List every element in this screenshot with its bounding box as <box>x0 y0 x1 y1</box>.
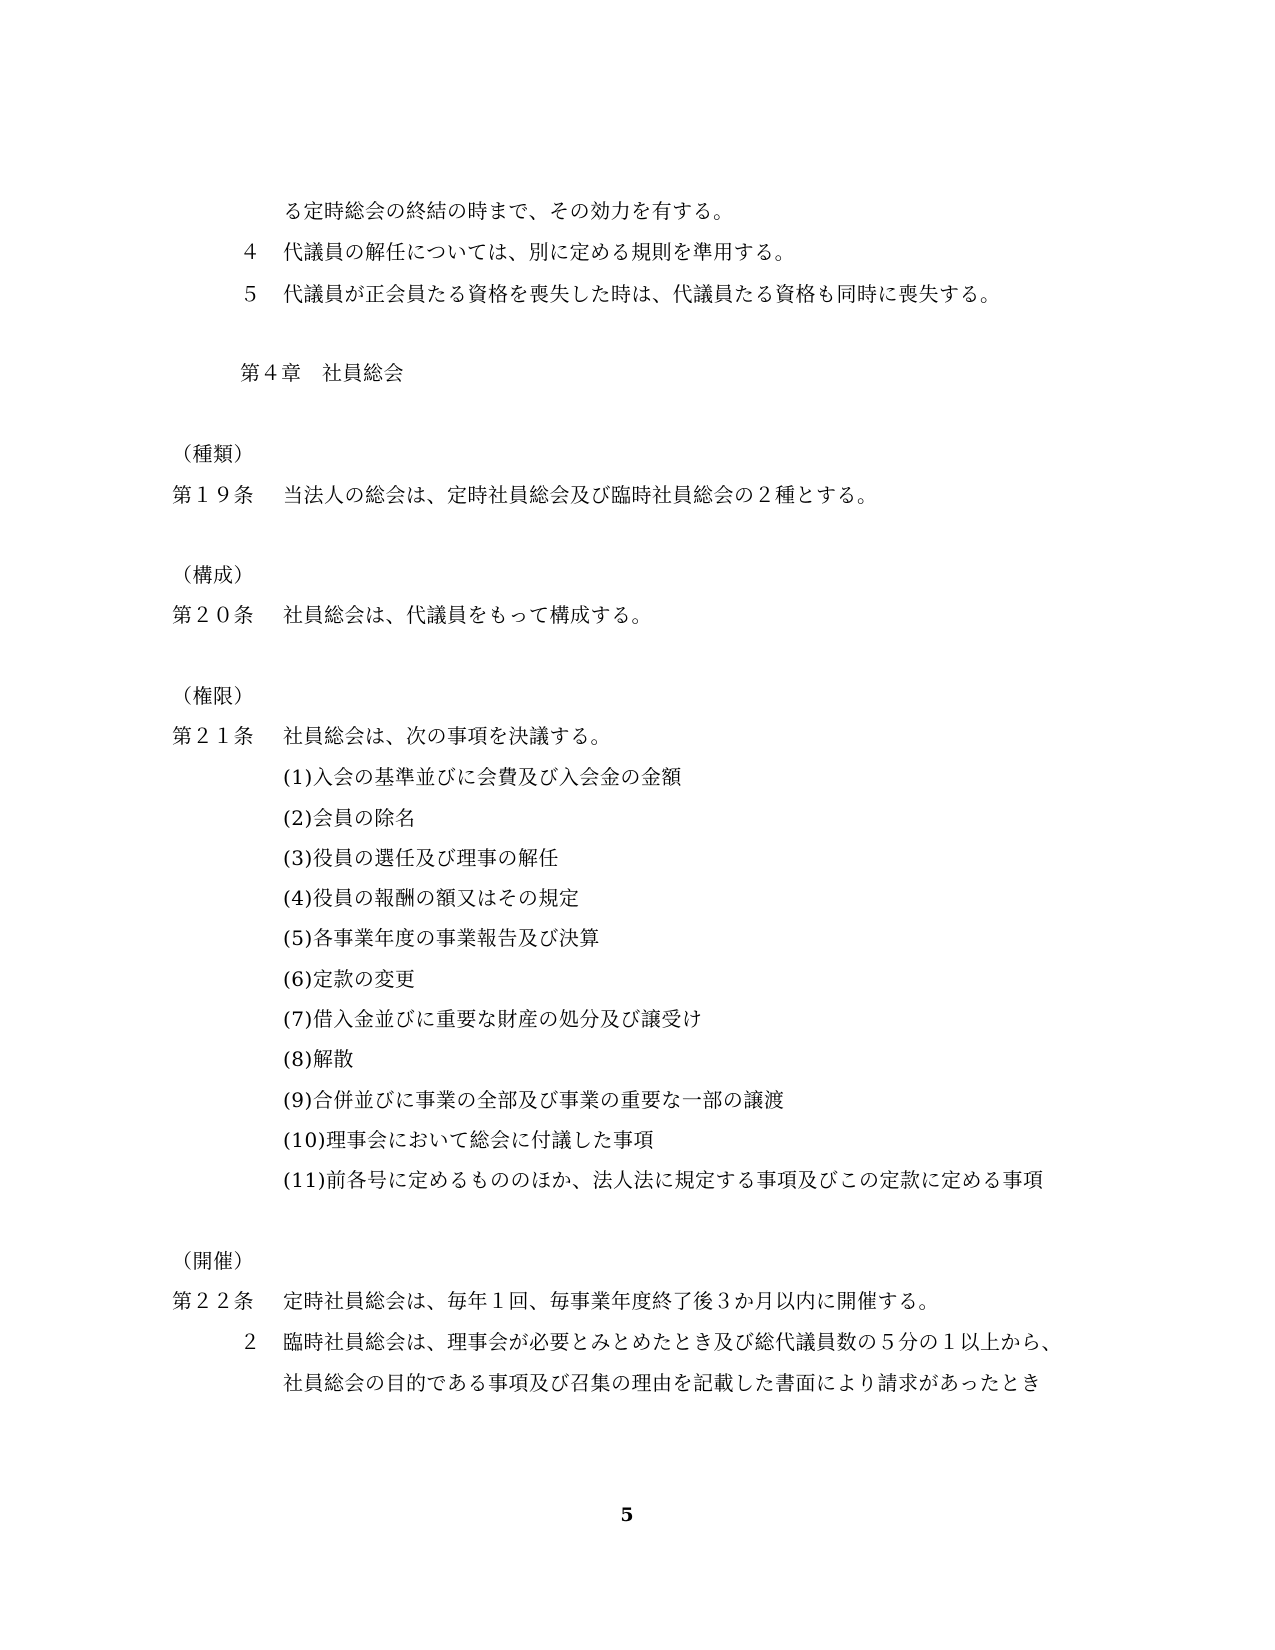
article-caption: （開催） <box>172 1249 254 1273</box>
paragraph-number: ４ <box>240 240 260 264</box>
paragraph-text: 代議員の解任については、別に定める規則を準用する。 <box>283 240 796 264</box>
list-item: (8)解散 <box>283 1047 354 1071</box>
list-item: (2)会員の除名 <box>283 806 416 830</box>
list-item: (10)理事会において総会に付議した事項 <box>283 1128 655 1152</box>
list-item: (5)各事業年度の事業報告及び決算 <box>283 926 600 950</box>
list-item: (11)前各号に定めるもののほか、法人法に規定する事項及びこの定款に定める事項 <box>283 1168 1044 1192</box>
paragraph-number: ５ <box>240 282 260 306</box>
list-item: (9)合併並びに事業の全部及び事業の重要な一部の譲渡 <box>283 1088 785 1112</box>
list-item: (7)借入金並びに重要な財産の処分及び譲受け <box>283 1007 703 1031</box>
article-text: 定時社員総会は、毎年１回、毎事業年度終了後３か月以内に開催する。 <box>283 1289 939 1313</box>
article-heading: 第１９条 <box>172 483 254 507</box>
article-heading: 第２１条 <box>172 724 254 748</box>
paragraph-text: 臨時社員総会は、理事会が必要とみとめたとき及び総代議員数の５分の１以上から、 <box>283 1330 1062 1354</box>
list-item: (1)入会の基準並びに会費及び入会金の金額 <box>283 765 682 789</box>
article-caption: （構成） <box>172 563 254 587</box>
paragraph-number: ２ <box>240 1330 260 1354</box>
paragraph-text: 社員総会の目的である事項及び召集の理由を記載した書面により請求があったとき <box>283 1371 1042 1395</box>
article-heading: 第２２条 <box>172 1289 254 1313</box>
list-item: (6)定款の変更 <box>283 967 416 991</box>
chapter-heading: 第４章 社員総会 <box>240 361 404 385</box>
article-text: 当法人の総会は、定時社員総会及び臨時社員総会の２種とする。 <box>283 483 878 507</box>
page-number: 5 <box>620 1504 634 1526</box>
article-heading: 第２０条 <box>172 603 254 627</box>
article-text: 社員総会は、次の事項を決議する。 <box>283 724 611 748</box>
paragraph-text: 代議員が正会員たる資格を喪失した時は、代議員たる資格も同時に喪失する。 <box>283 282 1001 306</box>
list-item: (4)役員の報酬の額又はその規定 <box>283 886 580 910</box>
article-caption: （種類） <box>172 442 254 466</box>
article-text: 社員総会は、代議員をもって構成する。 <box>283 603 652 627</box>
continuation-line: る定時総会の終結の時まで、その効力を有する。 <box>283 199 734 223</box>
list-item: (3)役員の選任及び理事の解任 <box>283 846 559 870</box>
article-caption: （権限） <box>172 684 254 708</box>
